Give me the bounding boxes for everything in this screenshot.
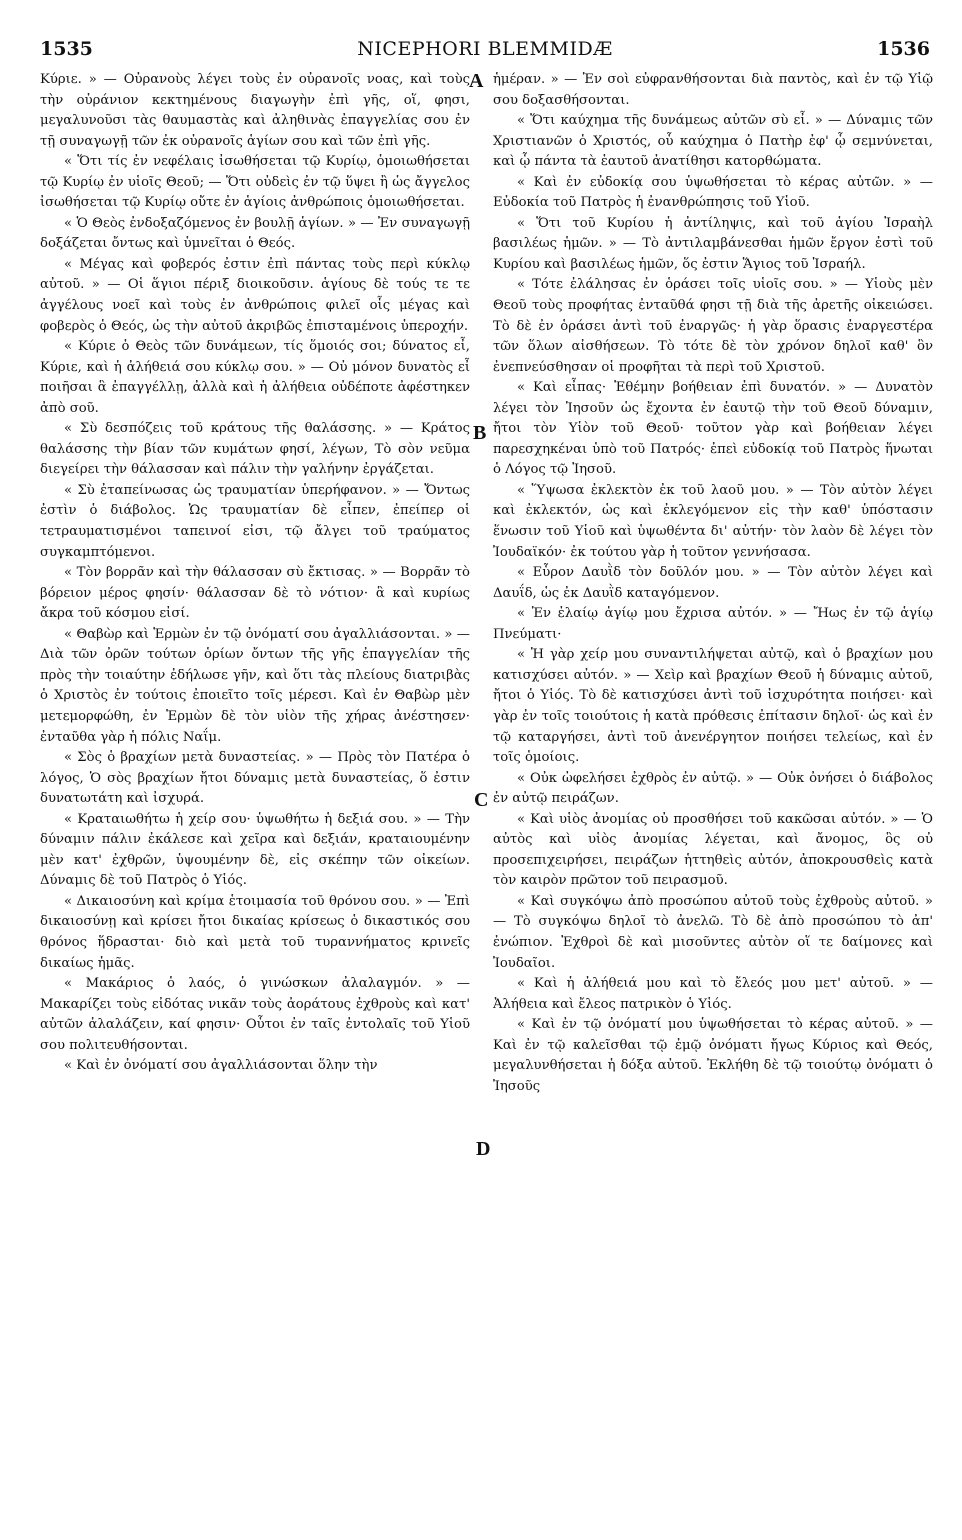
paragraph: « Ὅτι τίς ἐν νεφέλαις ἰσωθήσεται τῷ Κυρίῳ, ὁμοιωθήσεται τῷ Κυρίῳ ἐν υἱοῖς Θεοῦ; — Ὅτι οὐδεὶς ἐν τῷ ὕψει ἢ ὡς ἄγγελος ἰσωθήσεται τῷ Κυρίῳ οὔτε ἐν ἁγίοις ἀνθρώποις ὁμοιωθήσεται. bbox=[40, 154, 470, 211]
paragraph: « Καὶ ἐν τῷ ὀνόματί μου ὑψωθήσεται τὸ κέρας αὐτοῦ. » — Καὶ ἐν τῷ καλεῖσθαι τῷ ἐμῷ ὀνόματι ἤγως Κύριος καὶ Θεός, μεγαλυνθήσεται ἡ δόξα αὐτοῦ. Ἐκλήθη δὲ τῷ τοιούτῳ ὀνόματι ὁ Ἰησοῦς bbox=[493, 1017, 933, 1094]
paragraph: Κύριε. » — Οὐρανοὺς λέγει τοὺς ἐν οὐρανοῖς νοας, καὶ τοὺς τὴν οὐράνιον κεκτημένους διαγωγὴν ἐπὶ γῆς, οἵ, φησι, μεγαλυνοῦσι τὰς θαυμαστὰς καὶ ἀληθινὰς ἐπαγγελίας σου ἐν τῇ συναγωγῇ τῶν ἐκ οὐρανοῖς ἁγίων σου καὶ τῶν ἐπὶ γῆς. bbox=[40, 72, 470, 149]
paragraph: « Καὶ εἶπας· Ἐθέμην βοήθειαν ἐπὶ δυνατόν. » — Δυνατὸν λέγει τὸν Ἰησοῦν ὡς ἔχοντα ἐν ἑαυτῷ τὴν τοῦ Θεοῦ δύναμιν, ἤτοι τὸν Υἱὸν τοῦ Θεοῦ· τοῦτον γὰρ καὶ βοήθειαν λέγει παρεσχηκέναι ὑπὸ τοῦ Πατρός· ἐπεὶ εὐδοκίᾳ τοῦ Πατρὸς ἥνωται ὁ Λόγος τῷ Ἰησοῦ. bbox=[493, 380, 933, 478]
paragraph: « Σὺ δεσπόζεις τοῦ κράτους τῆς θαλάσσης. » — Κράτος θαλάσσης τὴν βίαν τῶν κυμάτων φησί, λέγων, Τὸ σὸν νεῦμα διεγείρει τὴν θάλασσαν καὶ πάλιν τὴν γαλήνην ἐργάζεται. bbox=[40, 421, 470, 478]
left-column bbox=[40, 70, 470, 1077]
paragraph: « Ἐν ἐλαίῳ ἁγίῳ μου ἔχρισα αὐτόν. » — Ἤως ἐν τῷ ἁγίῳ Πνεύματι· bbox=[493, 606, 933, 642]
paragraph: « Μέγας καὶ φοβερός ἐστιν ἐπὶ πάντας τοὺς περὶ κύκλῳ αὐτοῦ. » — Οἱ ἅγιοι πέριξ διοικοῦσιν. ἁγίους δὲ τούς τε τε ἀγγέλους νοεῖ καὶ τοὺς ἐν ἀνθρώποις φιλεῖ οἷς μέγας καὶ φοβερὸς ὁ Θεός, ὡς τὴν αὐτοῦ ἀκριβῶς ἐπισταμένοις ὑπεροχήν. bbox=[40, 256, 470, 334]
column-marker-a: A bbox=[469, 70, 484, 92]
paragraph: « Οὐκ ὠφελήσει ἐχθρὸς ἐν αὐτῷ. » — Οὐκ ὀνήσει ὁ διάβολος ἐν αὐτῷ πειράζων. bbox=[493, 770, 933, 807]
paragraph: « Ἡ γὰρ χείρ μου συναντιλήψεται αὐτῷ, καὶ ὁ βραχίων μου κατισχύσει αὐτόν. » — Χεὶρ καὶ βραχίων Θεοῦ ἡ δύναμις αὐτοῦ, ἤτοι ὁ Υἱός. Τὸ δὲ κατισχύσει ἀντὶ τοῦ ἰσχυρότητα ποιήσει· καὶ γὰρ ἐν τοῖς τοιούτοις ἡ κατὰ πρόθεσις ἐπίτασιν δηλοῖ· ὡς καὶ ἐν τῷ καταργήσει, ἀντὶ τοῦ ἀνενέργητον ποιήσει τελείως, καὶ ἐν τοῖς ὁμοίοις. bbox=[493, 647, 933, 766]
running-title: NICEPHORI BLEMMIDÆ bbox=[357, 38, 613, 60]
paragraph: « Τὸν βορρᾶν καὶ τὴν θάλασσαν σὺ ἔκτισας. » — Βορρᾶν τὸ βόρειον μέρος φησίν· θάλασσαν δὲ τὸ νότιον· ἃ καὶ κυρίως ἄκρα τοῦ κόσμου εἰσί. bbox=[40, 565, 470, 622]
paragraph: « Τότε ἐλάλησας ἐν ὁράσει τοῖς υἱοῖς σου. » — Υἱοὺς μὲν Θεοῦ τοὺς προφήτας ἐνταῦθά φησι τῇ διὰ τῆς ἀρετῆς οἰκειώσει. Τὸ δὲ ἐν ὁράσει ἀντὶ τοῦ ἐναργῶς· ἡ γὰρ ὅρασις ἐναργεστέρα τῶν ὅλων αἰσθήσεων. Τὸ τότε δὲ τὸν χρόνον δηλοῖ καθ' ὃν ἐνεπνεύσθησαν οἱ προφῆται τὰ περὶ τοῦ Χριστοῦ. bbox=[493, 277, 933, 375]
paragraph: « Ὁ Θεὸς ἐνδοξαζόμενος ἐν βουλῇ ἁγίων. » — Ἐν συναγωγῇ δοξάζεται ὄντως καὶ ὑμνεῖται ὁ Θεός. bbox=[40, 215, 470, 252]
running-header bbox=[40, 38, 930, 64]
column-marker-b: B bbox=[473, 422, 487, 444]
paragraph: « Σὸς ὁ βραχίων μετὰ δυναστείας. » — Πρὸς τὸν Πατέρα ὁ λόγος, Ὁ σὸς βραχίων ἤτοι δύναμις μετὰ δυναστείας, ὅ ἐστιν δυνατωτάτη καὶ ἰσχυρά. bbox=[40, 750, 470, 807]
paragraph: « Ὕψωσα ἐκλεκτὸν ἐκ τοῦ λαοῦ μου. » — Τὸν αὐτὸν λέγει καὶ ἐκλεκτόν, ὡς καὶ ἐκλεγόμενον εἰς τὴν καθ' ὑπόστασιν ἕνωσιν τοῦ Υἱοῦ καὶ ὑψωθέντα δι' αὐτήν· τὸν λαὸν δὲ λέγει τὸν Ἰουδαϊκόν· ἐκ τούτου γὰρ ἡ τοῦτον γεννήσασα. bbox=[493, 482, 933, 560]
paragraph: « Καὶ ἐν εὐδοκίᾳ σου ὑψωθήσεται τὸ κέρας αὐτῶν. » — Εὐδοκία τοῦ Πατρὸς ἡ ἐνανθρώπησις τοῦ Υἱοῦ. bbox=[493, 174, 933, 211]
column-marker-c: C bbox=[474, 789, 489, 811]
paragraph: « Θαβὼρ καὶ Ἑρμὼν ἐν τῷ ὀνόματί σου ἀγαλλιάσονται. » — Διὰ τῶν ὀρῶν τούτων ὁρίων ὄντων τῆς γῆς ἐπαγγελίαν τῆς πρὸς τὴν τοιαύτην ἐδήλωσε γῆν, καὶ ὅτι τὰς πλείους διατριβὰς ὁ Χριστὸς ἐν τούτοις ἐποιεῖτο τοῖς μέρεσι. Καὶ ἐν Θαβὼρ μὲν μετεμορφώθη, ἐν Ἑρμὼν δὲ τὸν υἱὸν τῆς χήρας ἀνέστησεν· ἐνταῦθα γὰρ ἡ πόλις Ναΐμ. bbox=[40, 626, 470, 745]
column-marker-d: D bbox=[476, 1138, 491, 1160]
paragraph: « Δικαιοσύνη καὶ κρίμα ἑτοιμασία τοῦ θρόνου σου. » — Ἐπὶ δικαιοσύνῃ καὶ κρίσει ἤτοι δικαίας κρίσεως ὁ δικαστικός σου θρόνος ἥδρασται· διὸ καὶ μετὰ τοῦ τυραννήματος κρινεῖς δικαίως ἡμᾶς. bbox=[40, 893, 470, 971]
paragraph: « Μακάριος ὁ λαός, ὁ γινώσκων ἀλαλαγμόν. » — Μακαρίζει τοὺς εἰδότας νικᾶν τοὺς ἀοράτους ἐχθροὺς καὶ κατ' αὐτῶν ἀλαλάζειν, καί φησιν· Οὗτοι ἐν ταῖς ἐντολαῖς τοῦ Υἱοῦ σου πολιτευθήσονται. bbox=[40, 976, 470, 1053]
paragraph: « Εὗρον Δαυῒδ τὸν δοῦλόν μου. » — Τὸν αὐτὸν λέγει καὶ Δαυΐδ, ὡς ἐκ Δαυῒδ καταγόμενον. bbox=[493, 565, 933, 601]
paragraph: ἡμέραν. » — Ἐν σοὶ εὐφρανθήσονται διὰ παντὸς, καὶ ἐν τῷ Υἱῷ σου δοξασθήσονται. bbox=[493, 72, 933, 108]
paragraph: « Καὶ συγκόψω ἀπὸ προσώπου αὐτοῦ τοὺς ἐχθροὺς αὐτοῦ. » — Τὸ συγκόψω δηλοῖ τὸ ἀνελῶ. Τὸ δὲ ἀπὸ προσώπου τὸ ἀπ' ἐνώπιον. Ἐχθροὶ δὲ καὶ μισοῦντες αὐτὸν οἵ τε δαίμονες καὶ Ἰουδαῖοι. bbox=[493, 893, 933, 971]
page-number-left: 1535 bbox=[40, 38, 93, 60]
paragraph: « Ὅτι καύχημα τῆς δυνάμεως αὐτῶν σὺ εἶ. » — Δύναμις τῶν Χριστιανῶν ὁ Χριστός, οὗ καύχημα ὁ Πατὴρ ἐφ' ᾧ σεμνύνεται, καὶ ᾧ πάντα τὰ ἑαυτοῦ ἀνατίθησι κατορθώματα. bbox=[493, 113, 933, 170]
paragraph: « Καὶ ἐν ὀνόματί σου ἀγαλλιάσονται ὅλην τὴν bbox=[64, 1058, 378, 1074]
paragraph: « Σὺ ἐταπείνωσας ὡς τραυματίαν ὑπερήφανον. » — Ὄντως ἐστὶν ὁ διάβολος. Ὡς τραυματίαν δὲ εἶπεν, ἐπείπερ οἱ τετραυματισμένοι ταπεινοί εἰσι, τῷ ἄλγει τοῦ τραύματος συγκαμπτόμενοι. bbox=[40, 482, 470, 560]
page-number-right: 1536 bbox=[877, 38, 930, 60]
paragraph: « Καὶ υἱὸς ἀνομίας οὐ προσθήσει τοῦ κακῶσαι αὐτόν. » — Ὁ αὐτὸς καὶ υἱὸς ἀνομίας λέγεται, καὶ ἄνομος, ὃς οὐ προσεπιχειρήσει, πειράζων ἡττηθεὶς αὐτόν, ἀποκρουσθεὶς κατὰ τὸν καιρὸν πρῶτον τοῦ πειρασμοῦ. bbox=[493, 811, 933, 889]
paragraph: « Κύριε ὁ Θεὸς τῶν δυνάμεων, τίς ὅμοιός σοι; δύνατος εἶ, Κύριε, καὶ ἡ ἀλήθειά σου κύκλῳ σου. » — Οὐ μόνον δυνατὸς εἶ ποιῆσαι ἃ ἐπαγγέλλῃ, ἀλλὰ καὶ ἡ ἀλήθεια οὐδέποτε ἀφέστηκεν ἀπὸ σοῦ. bbox=[40, 339, 470, 416]
paragraph: « Καὶ ἡ ἀλήθειά μου καὶ τὸ ἔλεός μου μετ' αὐτοῦ. » — Ἀλήθεια καὶ ἔλεος πατρικὸν ὁ Υἱός. bbox=[493, 976, 933, 1012]
paragraph: « Κραταιωθήτω ἡ χείρ σου· ὑψωθήτω ἡ δεξιά σου. » — Τὴν δύναμιν πάλιν ἐκάλεσε καὶ χεῖρα καὶ δεξιάν, κραταιουμένην μὲν κατ' ἐχθρῶν, ὑψουμένην δὲ, εἰς σκέπην τῶν οἰκείων. Δύναμις δὲ τοῦ Πατρὸς ὁ Υἱός. bbox=[40, 811, 470, 889]
right-column bbox=[493, 70, 933, 1097]
paragraph: « Ὅτι τοῦ Κυρίου ἡ ἀντίληψις, καὶ τοῦ ἁγίου Ἰσραὴλ βασιλέως ἡμῶν. » — Τὸ ἀντιλαμβάνεσθαι ἡμῶν ἔργον ἐστὶ τοῦ Κυρίου καὶ βασιλέως ἡμῶν, ὅς ἐστιν Ἅγιος τοῦ Ἰσραήλ. bbox=[493, 215, 933, 272]
